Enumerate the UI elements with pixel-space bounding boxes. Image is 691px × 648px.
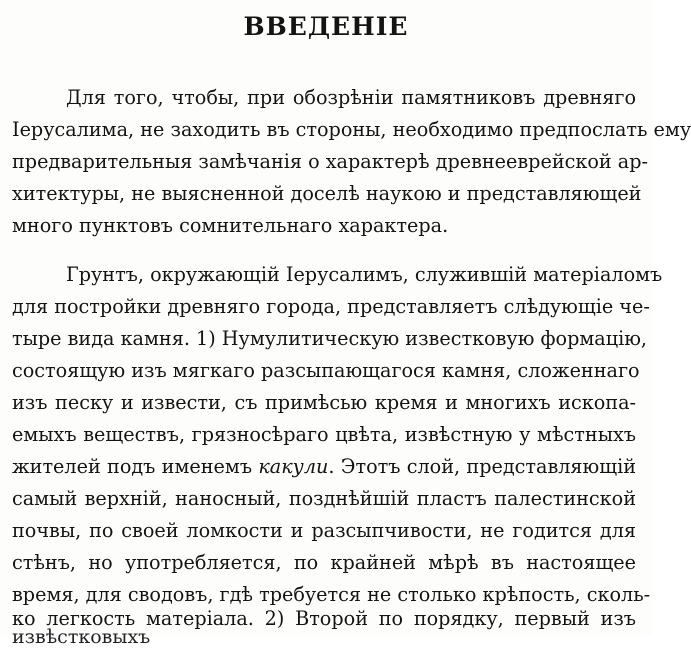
text-line: изъ песку и извести, съ примѣсью кремя и многихъ ископа- <box>12 391 636 414</box>
text-line: ко легкость матеріала. 2) Второй по порядку, первый изъ <box>12 607 636 630</box>
text-line: почвы, по своей ломкости и разсыпчивости, не годится для <box>12 519 636 542</box>
text-line: самый верхній, наносный, позднѣйшій пластъ палестинской <box>12 487 636 510</box>
cut-off-line: извѣстковыхъ <box>12 626 151 648</box>
text-line: много пунктовъ сомнительнаго характера. <box>12 214 449 237</box>
text-line: состоящую изъ мягкаго разсыпающагося камня, сложеннаго <box>12 359 640 382</box>
text-line: Грунтъ, окружающій Іерусалимъ, служившій матеріаломъ <box>66 263 663 286</box>
page-title: ВВЕДЕНІЕ <box>243 12 409 41</box>
text-line: тыре вида камня. 1) Нумулитическую известковую формацію, <box>12 327 648 350</box>
italic-term: какули <box>258 455 329 478</box>
text-line: Для того, чтобы, при обозрѣніи памятниковъ древняго <box>66 86 636 109</box>
text-line-with-italic: жителей подъ именемъ какули. Этотъ слой, представляющій <box>12 455 637 478</box>
text-line: предварительныя замѣчанія о характерѣ древнееврейской ар- <box>12 150 648 173</box>
text-line: стѣнъ, но употребляется, по крайней мѣрѣ въ настоящее <box>12 551 636 574</box>
text-line: для постройки древняго города, представляетъ слѣдующіе че- <box>12 295 650 318</box>
text-line: Іерусалима, не заходить въ стороны, необходимо предпослать ему <box>12 118 691 141</box>
text-line: емыхъ веществъ, грязносѣраго цвѣта, извѣстную у мѣстныхъ <box>12 423 636 446</box>
text-line: хитектуры, не выясненной доселѣ наукою и представляющей <box>12 182 642 205</box>
text-line: время, для сводовъ, гдѣ требуется не столько крѣпость, сколь- <box>12 583 651 606</box>
